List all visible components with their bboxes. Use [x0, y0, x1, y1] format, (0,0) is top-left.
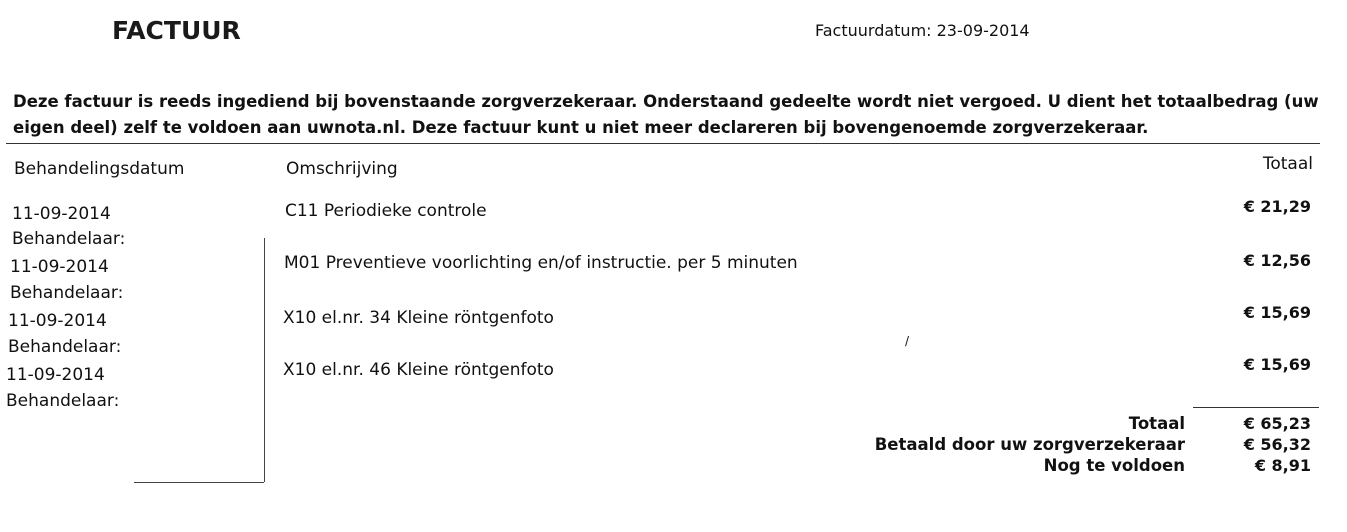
row-date: 11-09-2014 — [12, 204, 111, 224]
row-date: 11-09-2014 — [10, 257, 109, 277]
summary-total-label: Totaal — [1128, 414, 1185, 433]
row-description: C11 Periodieke controle — [285, 201, 487, 221]
row-amount: € 15,69 — [1243, 303, 1311, 322]
column-header-total: Totaal — [1262, 154, 1313, 174]
row-amount: € 15,69 — [1243, 355, 1311, 374]
column-header-date: Behandelingsdatum — [14, 159, 185, 179]
header-divider — [6, 143, 1320, 144]
row-description: X10 el.nr. 46 Kleine röntgenfoto — [283, 360, 554, 380]
scan-mark: / — [905, 334, 910, 348]
column-divider — [264, 238, 265, 482]
summary-divider — [1193, 407, 1319, 408]
row-practitioner: Behandelaar: — [8, 337, 122, 357]
row-practitioner: Behandelaar: — [12, 229, 126, 249]
row-practitioner: Behandelaar: — [10, 283, 124, 303]
row-description: X10 el.nr. 34 Kleine röntgenfoto — [283, 308, 554, 328]
notice-text: Deze factuur is reeds ingediend bij bovenstaande zorgverzekeraar. Onderstaand gedeelte wordt niet vergoed. U dient het totaalbedrag (uw eigen deel) zelf te voldoen aan uwnota.nl. Deze factuur kunt u niet meer declareren bij bovengenoemde zorgverzekeraar. — [13, 92, 1319, 137]
row-amount: € 12,56 — [1243, 251, 1311, 270]
row-date: 11-09-2014 — [8, 311, 107, 331]
row-amount: € 21,29 — [1243, 197, 1311, 216]
invoice-date: Factuurdatum: 23-09-2014 — [815, 21, 1030, 40]
column-header-description: Omschrijving — [286, 159, 398, 179]
summary-due-value: € 8,91 — [1254, 456, 1311, 475]
bottom-bracket-line — [134, 482, 264, 483]
row-description: M01 Preventieve voorlichting en/of instructie. per 5 minuten — [284, 253, 798, 273]
summary-paid-value: € 56,32 — [1243, 435, 1311, 454]
invoice-title: FACTUUR — [112, 16, 241, 45]
summary-due-label: Nog te voldoen — [1043, 456, 1185, 475]
row-practitioner: Behandelaar: — [6, 391, 120, 411]
summary-paid-label: Betaald door uw zorgverzekeraar — [874, 435, 1185, 454]
row-date: 11-09-2014 — [6, 365, 105, 385]
summary-total-value: € 65,23 — [1243, 414, 1311, 433]
